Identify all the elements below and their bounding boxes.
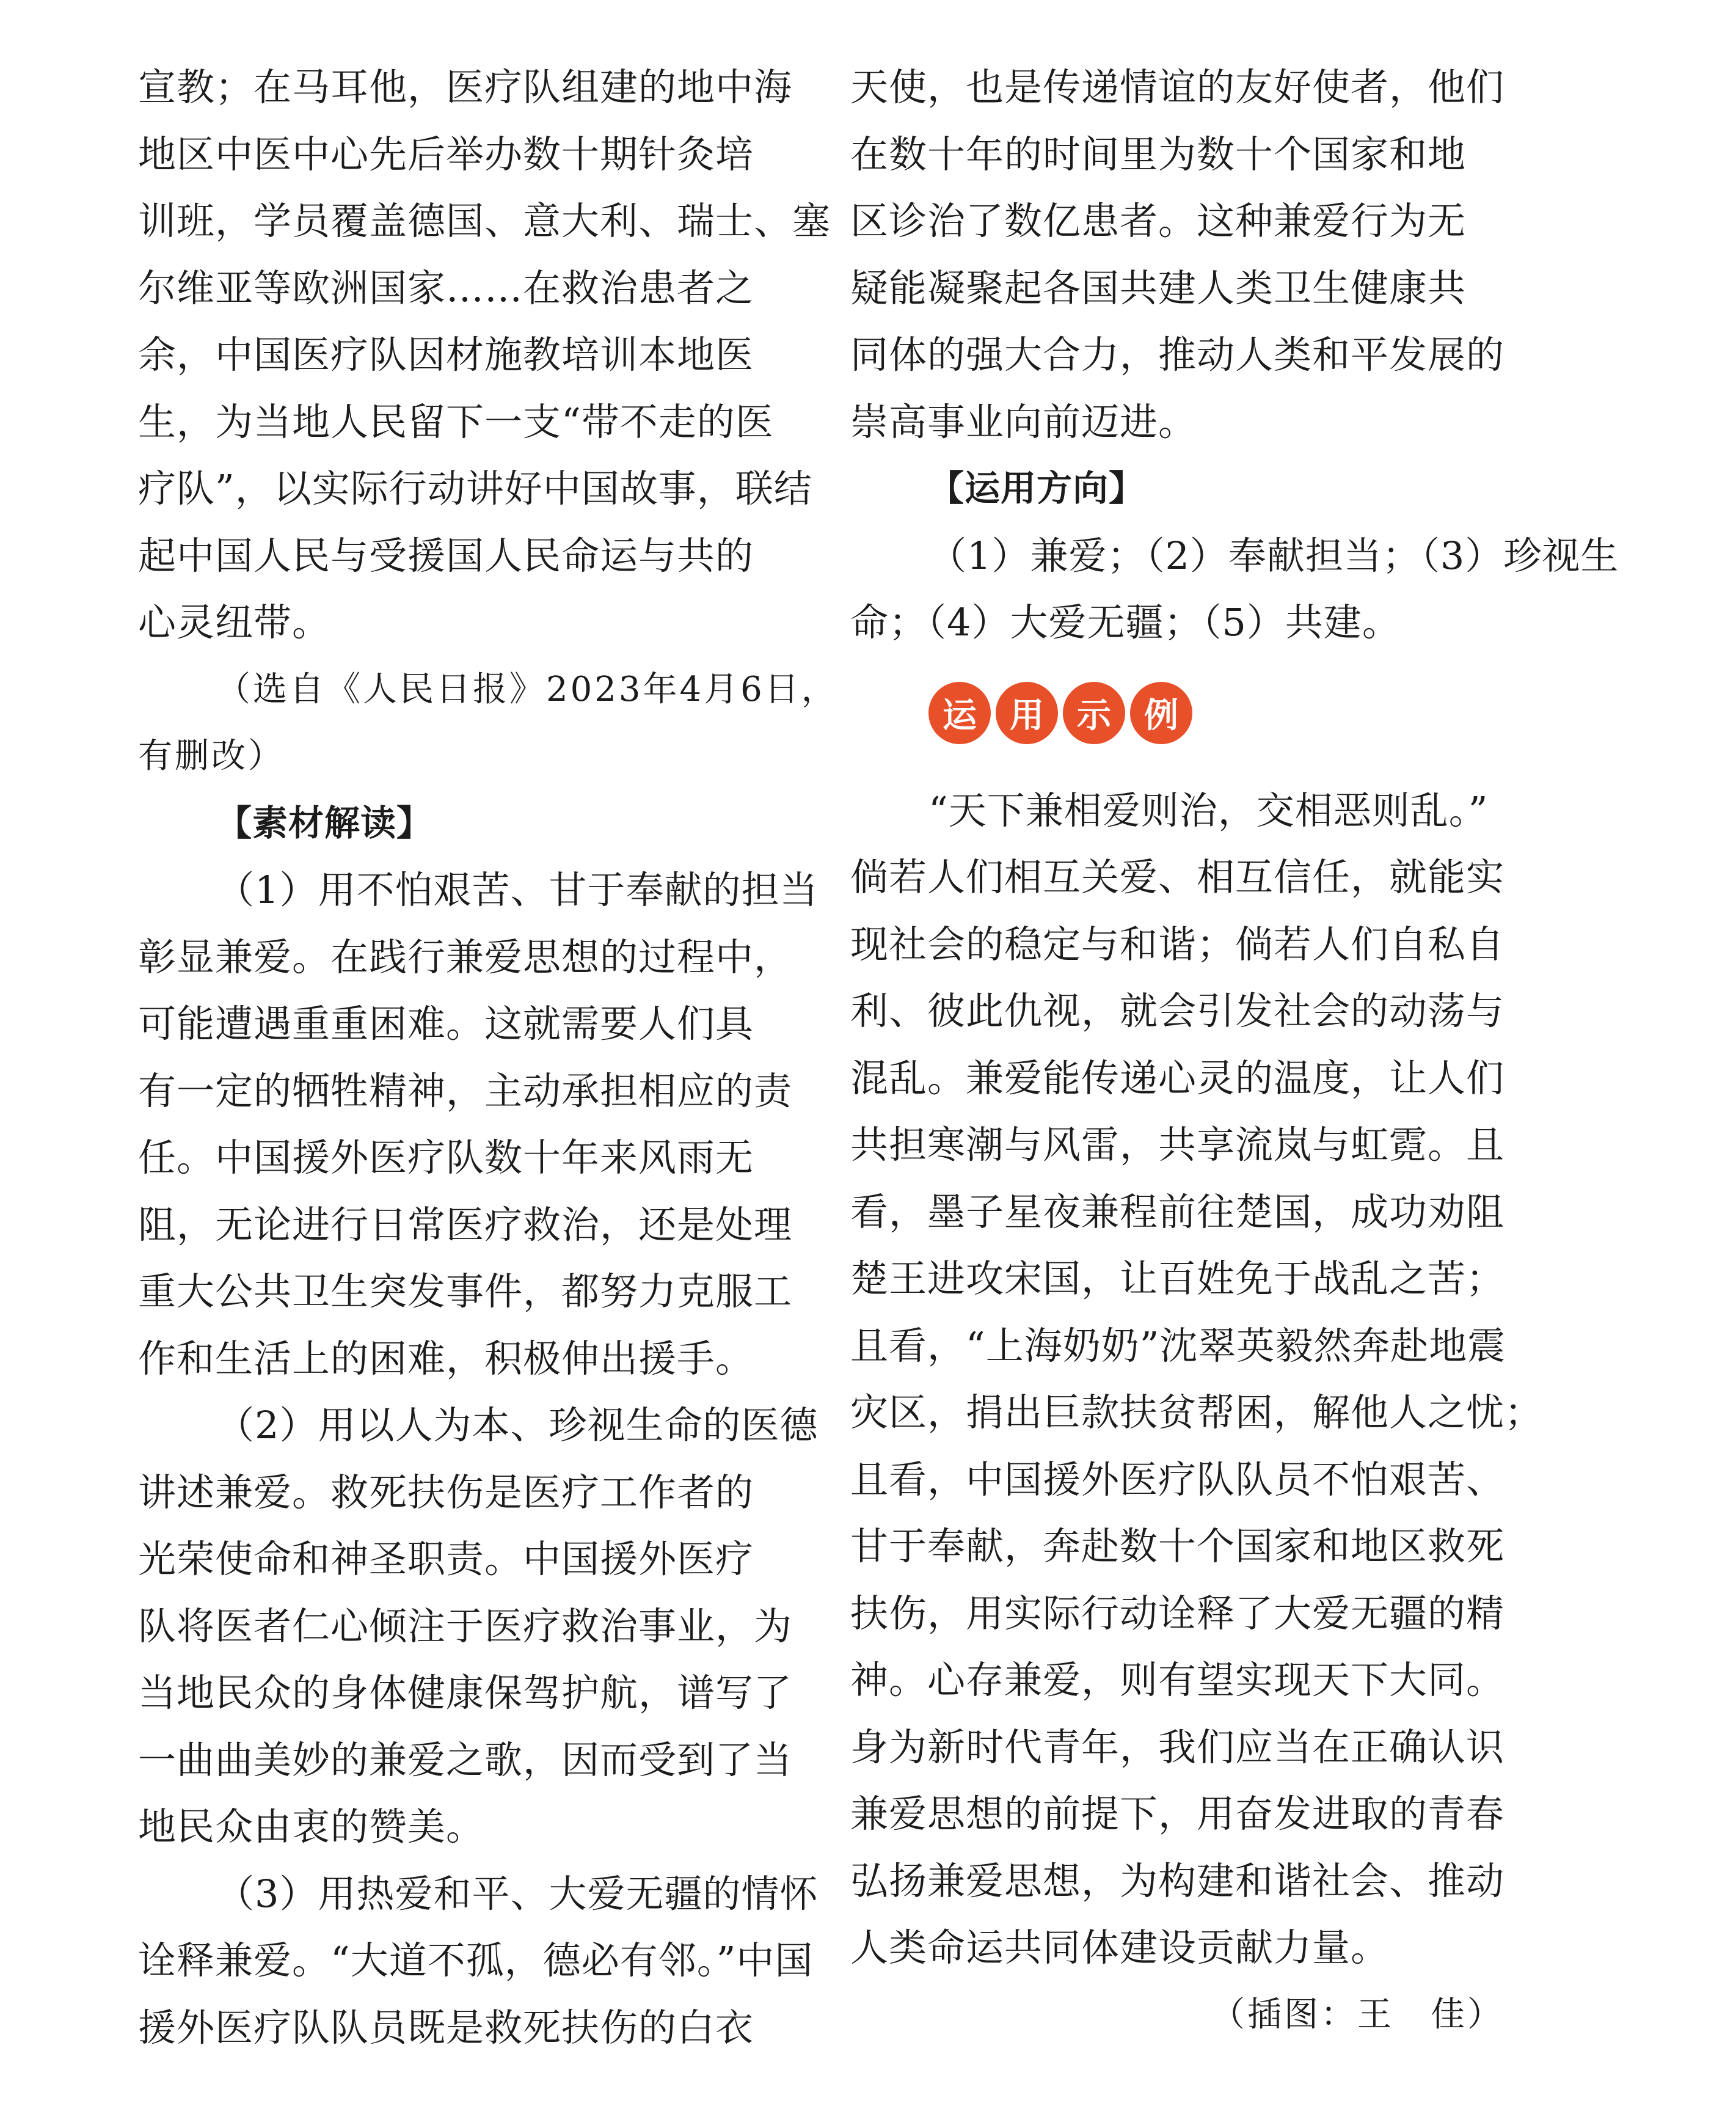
text-line: 作和生活上的困难，积极伸出援手。 [138, 1336, 754, 1381]
interpretation-paragraph-3 [138, 1860, 819, 2061]
text-line: 崇高事业向前迈进。 [850, 399, 1197, 444]
text-line: 援外医疗队队员既是救死扶伤的白衣 [138, 2005, 754, 2050]
text-line: 身为新时代青年，我们应当在正确认识 [850, 1724, 1505, 1769]
text-line: 重大公共卫生突发事件，都努力克服工 [138, 1269, 793, 1314]
text-line: 尔维亚等欧洲国家……在救治患者之 [138, 265, 754, 310]
right-column [850, 54, 1619, 2048]
text-line: （2）用以人为本、珍视生命的医德 [216, 1403, 819, 1447]
text-line: 余，中国医疗队因材施教培训本地医 [138, 332, 754, 377]
text-line: 命；（4）大爱无疆；（5）共建。 [850, 600, 1401, 645]
text-line: 诠释兼爱。“大道不孤，德必有邻。”中国 [138, 1938, 814, 1983]
text-line: 人类命运共同体建设贡献力量。 [850, 1925, 1390, 1970]
interpretation-paragraph-1 [138, 857, 819, 1392]
text-line: 训班，学员覆盖德国、意大利、瑞士、塞 [138, 199, 831, 243]
illustration-credit: （插图：王 佳） [1211, 1994, 1504, 2035]
text-line: 神。心存兼爱，则有望实现天下大同。 [850, 1658, 1505, 1702]
text-line: 光荣使命和神圣职责。中国援外医疗 [138, 1537, 754, 1581]
text-line: 现社会的稳定与和谐；倘若人们自私自 [850, 921, 1505, 967]
text-line: 楚王进攻宋国，让百姓免于战乱之苦； [850, 1256, 1505, 1301]
text-line: 起中国人民与受援国人民命运与共的 [138, 533, 754, 578]
text-line: 疑能凝聚起各国共建人类卫生健康共 [850, 265, 1467, 310]
text-line: 利、彼此仇视，就会引发社会的动荡与 [850, 989, 1505, 1033]
text-line: 彰显兼爱。在践行兼爱思想的过程中， [138, 934, 793, 979]
text-line: 一曲曲美妙的兼爱之歌，因而受到了当 [138, 1737, 793, 1782]
text-line: 扶伤，用实际行动诠释了大爱无疆的精 [850, 1590, 1505, 1636]
text-line: 当地民众的身体健康保驾护航，谱写了 [138, 1670, 793, 1715]
text-line: 兼爱思想的前提下，用奋发进取的青春 [850, 1791, 1505, 1836]
badge-circle: 例 [1130, 682, 1192, 744]
text-line: （1）用不怕艰苦、甘于奉献的担当 [216, 868, 819, 912]
text-line: （1）兼爱；（2）奉献担当；（3）珍视生 [928, 533, 1619, 578]
badge-circle: 示 [1063, 682, 1125, 744]
spacer [850, 754, 1504, 777]
section-heading-material: 【素材解读】 [216, 802, 433, 844]
text-line: 心灵纽带。 [138, 600, 331, 645]
text-line: 阻，无论进行日常医疗救治，还是处理 [138, 1202, 793, 1247]
section-heading-direction: 【运用方向】 [928, 467, 1145, 509]
text-line: 疗队”，以实际行动讲好中国故事，联结 [138, 466, 812, 511]
text-line: 任。中国援外医疗队数十年来风雨无 [138, 1135, 754, 1180]
text-line: 地民众由衷的赞美。 [138, 1804, 485, 1849]
text-line: 在数十年的时间里为数十个国家和地 [850, 131, 1467, 177]
source-line: 有删改） [138, 736, 285, 776]
text-line: 倘若人们相互关爱、相互信任，就能实 [850, 855, 1505, 899]
badge-circle: 运 [928, 682, 991, 744]
text-line: 可能遭遇重重困难。这就需要人们具 [138, 1001, 754, 1046]
text-line: 生，为当地人民留下一支“带不走的医 [138, 399, 774, 444]
badge-circle: 用 [996, 682, 1058, 744]
interpretation-paragraph-2 [138, 1392, 819, 1860]
text-line: “天下兼相爱则治，交相恶则乱。” [928, 788, 1489, 833]
text-line: 且看，“上海奶奶”沈翠英毅然奔赴地震 [850, 1323, 1506, 1368]
left-column [138, 54, 838, 2061]
direction-list [850, 522, 1619, 656]
text-line: 天使，也是传递情谊的友好使者，他们 [850, 65, 1505, 109]
text-line: 区诊治了数亿患者。这种兼爱行为无 [850, 199, 1467, 243]
example-badge-row [850, 656, 1504, 754]
example-badges [928, 682, 1192, 744]
example-paragraph [850, 777, 1544, 1981]
text-line: 地区中医中心先后举办数十期针灸培 [138, 131, 754, 177]
text-line: （3）用热爱和平、大爱无疆的情怀 [216, 1871, 819, 1916]
text-line: 同体的强大合力，推动人类和平发展的 [850, 332, 1505, 377]
opening-paragraph [138, 54, 831, 656]
text-line: 弘扬兼爱思想，为构建和谐社会、推动 [850, 1858, 1505, 1903]
continued-paragraph [850, 54, 1504, 455]
text-line: 看，墨子星夜兼程前往楚国，成功劝阻 [850, 1189, 1505, 1234]
source-line: （选自《人民日报》2023年4月6日， [216, 669, 838, 709]
text-line: 且看，中国援外医疗队队员不怕艰苦、 [850, 1457, 1505, 1502]
source-note [138, 656, 838, 790]
text-line: 讲述兼爱。救死扶伤是医疗工作者的 [138, 1469, 754, 1515]
text-line: 宣教；在马耳他，医疗队组建的地中海 [138, 65, 793, 109]
text-line: 灾区，捐出巨款扶贫帮困，解他人之忧； [850, 1390, 1544, 1435]
text-line: 共担寒潮与风雷，共享流岚与虹霓。且 [850, 1122, 1505, 1167]
text-line: 队将医者仁心倾注于医疗救治事业，为 [138, 1603, 793, 1648]
text-line: 甘于奉献，奔赴数十个国家和地区救死 [850, 1524, 1505, 1568]
text-line: 混乱。兼爱能传递心灵的温度，让人们 [850, 1055, 1505, 1100]
text-line: 有一定的牺牲精神，主动承担相应的责 [138, 1068, 793, 1113]
